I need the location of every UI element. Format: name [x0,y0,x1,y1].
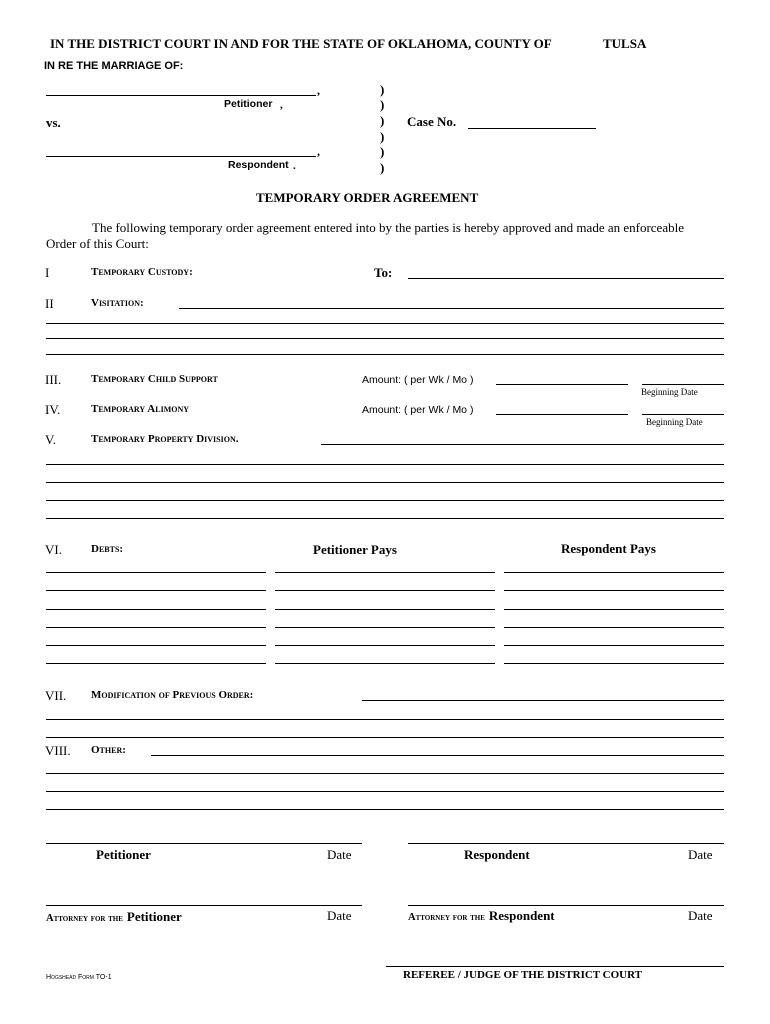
respondent-pays-line[interactable] [504,627,724,628]
case-no-label: Case No. [407,114,457,129]
section-number: VI. [45,542,62,557]
petitioner-comma: , [317,83,320,97]
debts-label: Debts: [91,543,124,555]
property-division-label: Temporary Property Division. [91,433,239,445]
alimony-beginning-date-label: Beginning Date [646,417,703,427]
property-division-line[interactable] [46,518,724,519]
other-label: Other: [91,744,126,756]
respondent-date-label: Date [688,847,713,862]
attorney-petitioner-date-label: Date [327,908,352,923]
attorney-petitioner-signature-line[interactable] [46,905,362,906]
petitioner-date-label: Date [327,847,352,862]
section-number: V. [45,432,56,447]
petitioner-pays-line[interactable] [275,645,495,646]
alimony-label: Temporary Alimony [91,403,190,415]
debt-line[interactable] [46,609,266,610]
debt-line[interactable] [46,572,266,573]
caption-paren: ) [380,144,385,159]
petitioner-signature-label: Petitioner [96,847,151,862]
respondent-label-period: . [293,160,296,172]
attorney-respondent-date-label: Date [688,908,713,923]
modification-line[interactable] [46,737,724,738]
child-support-beginning-date-field[interactable] [642,384,724,385]
child-support-beginning-date-label: Beginning Date [641,387,698,397]
court-heading: IN THE DISTRICT COURT IN AND FOR THE STATE OF OKLAHOMA, COUNTY OF [50,36,552,51]
respondent-pays-header: Respondent Pays [561,541,656,556]
property-division-line[interactable] [46,500,724,501]
respondent-pays-line[interactable] [504,590,724,591]
section-number: VIII. [45,743,71,758]
caption-paren: ) [380,97,385,112]
section-number: II [45,296,54,311]
alimony-amount-field[interactable] [496,414,628,415]
respondent-label: Respondent [228,159,289,171]
section-number: VII. [45,688,67,703]
caption-paren: ) [380,113,385,128]
visitation-label: Visitation: [91,297,144,309]
attorney-respondent-signature-line[interactable] [408,905,724,906]
intro-text-line2: Order of this Court: [46,236,149,251]
section-number: I [45,265,50,280]
form-id: Hogshead Form TO-1 [46,974,112,981]
petitioner-pays-line[interactable] [275,663,495,664]
child-support-label: Temporary Child Support [91,373,218,385]
attorney-petitioner-label: Attorney for the Petitioner [46,909,182,924]
section-number: IV. [45,402,61,417]
debt-line[interactable] [46,645,266,646]
case-no-field[interactable] [468,128,596,129]
respondent-comma: , [317,144,320,158]
caption-paren: ) [380,82,385,97]
property-division-line[interactable] [46,464,724,465]
visitation-field[interactable] [179,308,724,309]
alimony-beginning-date-field[interactable] [642,414,724,415]
modification-field[interactable] [362,700,724,701]
respondent-name-line[interactable] [46,156,316,157]
document-title: TEMPORARY ORDER AGREEMENT [256,190,479,205]
referee-signature-line[interactable] [386,966,724,967]
petitioner-pays-line[interactable] [275,590,495,591]
petitioner-pays-line[interactable] [275,609,495,610]
petitioner-pays-header: Petitioner Pays [313,542,397,557]
temporary-custody-label: Temporary Custody: [91,266,193,278]
in-re-label: IN RE THE MARRIAGE OF: [44,60,184,72]
debt-line[interactable] [46,590,266,591]
respondent-pays-line[interactable] [504,609,724,610]
section-number: III. [45,372,62,387]
vs-label: vs. [46,115,61,130]
intro-text: The following temporary order agreement entered into by the parties is hereby approved and made an enforceable [92,220,684,235]
caption-paren: ) [380,160,385,175]
respondent-signature-label: Respondent [464,847,530,862]
other-line[interactable] [46,773,724,774]
other-line[interactable] [46,791,724,792]
property-division-line[interactable] [46,482,724,483]
petitioner-signature-line[interactable] [46,843,362,844]
child-support-amount-field[interactable] [496,384,628,385]
modification-line[interactable] [46,719,724,720]
alimony-amount-label: Amount: ( per Wk / Mo ) [362,404,474,416]
county-name: TULSA [603,36,647,51]
petitioner-pays-line[interactable] [275,572,495,573]
child-support-amount-label: Amount: ( per Wk / Mo ) [362,374,474,386]
respondent-pays-line[interactable] [504,572,724,573]
respondent-signature-line[interactable] [408,843,724,844]
other-field[interactable] [151,755,724,756]
petitioner-name-line[interactable] [46,95,316,96]
visitation-line[interactable] [46,323,724,324]
petitioner-pays-line[interactable] [275,627,495,628]
attorney-respondent-label: Attorney for the Respondent [408,908,555,923]
custody-to-label: To: [374,265,393,280]
custody-to-field[interactable] [408,278,724,279]
debt-line[interactable] [46,663,266,664]
visitation-line[interactable] [46,338,724,339]
petitioner-label: Petitioner [224,98,273,110]
property-division-field[interactable] [321,444,724,445]
modification-label: Modification of Previous Order: [91,689,254,701]
respondent-pays-line[interactable] [504,663,724,664]
caption-paren: ) [380,129,385,144]
visitation-line[interactable] [46,354,724,355]
petitioner-label-comma: , [280,99,283,111]
respondent-pays-line[interactable] [504,645,724,646]
referee-label: REFEREE / JUDGE OF THE DISTRICT COURT [403,969,643,981]
other-line[interactable] [46,809,724,810]
debt-line[interactable] [46,627,266,628]
